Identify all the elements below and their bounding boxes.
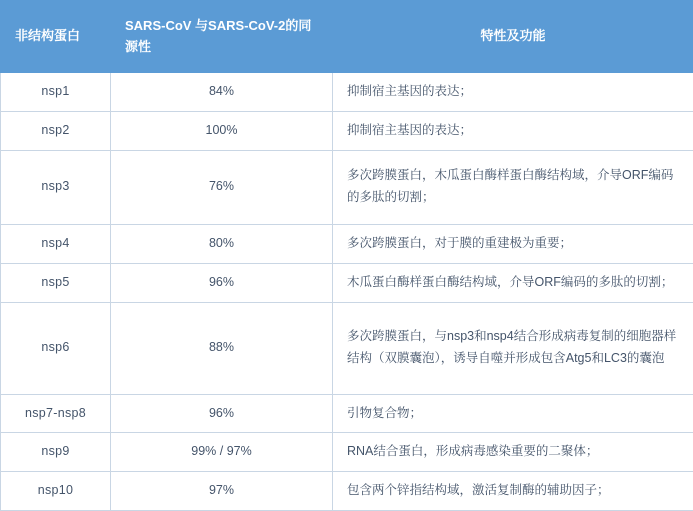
cell-protein-name: nsp4 [1, 224, 111, 263]
column-header-protein: 非结构蛋白 [1, 1, 111, 73]
table-row [1, 224, 693, 263]
cell-function: 木瓜蛋白酶样蛋白酶结构域，介导ORF编码的多肽的切割； [333, 263, 693, 302]
cell-homology: 96% [111, 263, 333, 302]
cell-function: 引物复合物； [333, 394, 693, 433]
table-row [1, 150, 693, 224]
cell-function: 多次跨膜蛋白，对于膜的重建极为重要； [333, 224, 693, 263]
cell-function: 抑制宿主基因的表达； [333, 111, 693, 150]
cell-homology: 88% [111, 302, 333, 394]
table-row [1, 302, 693, 394]
cell-homology: 84% [111, 73, 333, 112]
cell-protein-name: nsp7-nsp8 [1, 394, 111, 433]
table-row [1, 433, 693, 472]
cell-protein-name: nsp10 [1, 472, 111, 511]
cell-protein-name: nsp6 [1, 302, 111, 394]
cell-homology: 76% [111, 150, 333, 224]
column-header-function: 特性及功能 [333, 1, 693, 73]
table-row [1, 263, 693, 302]
cell-protein-name: nsp5 [1, 263, 111, 302]
table-row [1, 472, 693, 511]
cell-function: RNA结合蛋白，形成病毒感染重要的二聚体； [333, 433, 693, 472]
cell-protein-name: nsp2 [1, 111, 111, 150]
table-row [1, 394, 693, 433]
cell-protein-name: nsp1 [1, 73, 111, 112]
column-header-homology: SARS-CoV 与SARS-CoV-2的同源性 [111, 1, 333, 73]
table-body [1, 73, 693, 511]
table-header [1, 1, 693, 73]
cell-function: 抑制宿主基因的表达； [333, 73, 693, 112]
cell-homology: 97% [111, 472, 333, 511]
cell-protein-name: nsp3 [1, 150, 111, 224]
cell-homology: 96% [111, 394, 333, 433]
cell-homology: 100% [111, 111, 333, 150]
table-row [1, 111, 693, 150]
table-header-row [1, 1, 693, 73]
cell-function: 多次跨膜蛋白，与nsp3和nsp4结合形成病毒复制的细胞器样结构（双膜囊泡），诱导自噬并形成包含Atg5和LC3的囊泡 [333, 302, 693, 394]
cell-function: 多次跨膜蛋白，木瓜蛋白酶样蛋白酶结构域，介导ORF编码的多肽的切割； [333, 150, 693, 224]
table-row [1, 73, 693, 112]
cell-protein-name: nsp9 [1, 433, 111, 472]
cell-homology: 99% / 97% [111, 433, 333, 472]
cell-function: 包含两个锌指结构域，激活复制酶的辅助因子； [333, 472, 693, 511]
cell-homology: 80% [111, 224, 333, 263]
